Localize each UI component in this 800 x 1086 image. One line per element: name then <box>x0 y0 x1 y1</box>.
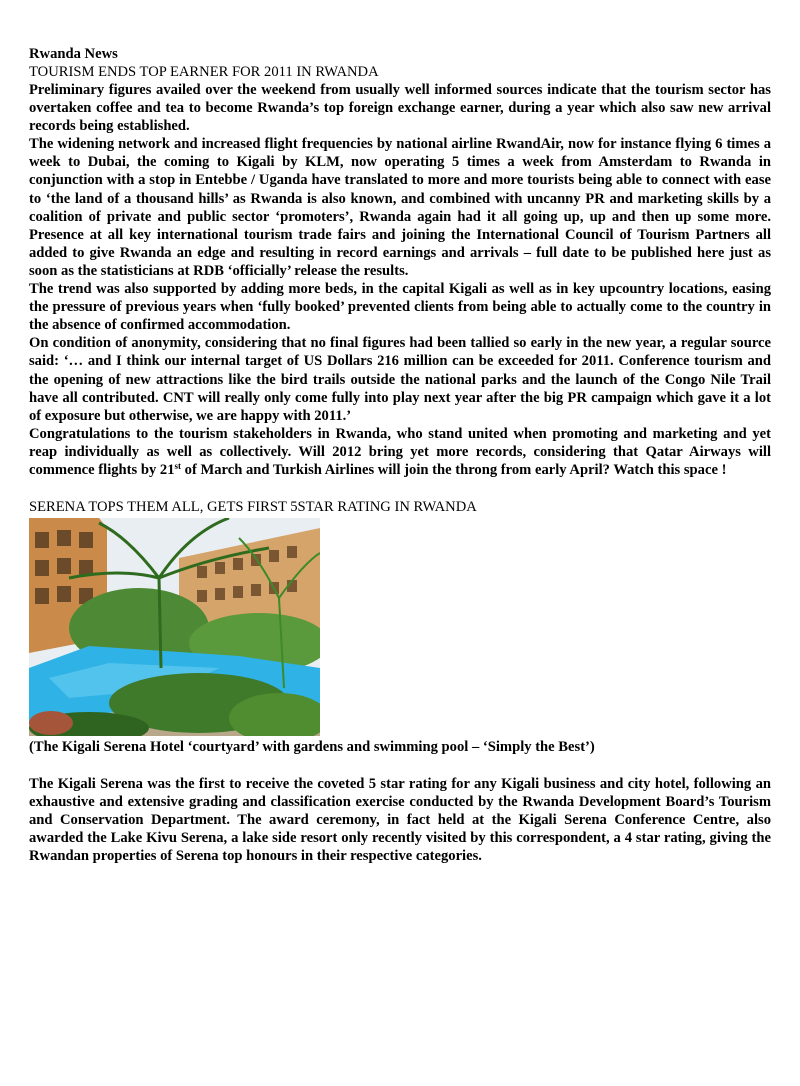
article-paragraph: The widening network and increased flight frequencies by national airline RwandAir, now for instance flying 6 times a week to Dubai, the coming to Kigali by KLM, now operating 5 times a week from Amsterdam to Rwanda in conjunction with a stop in Entebbe / Uganda have translated to more and more tourists being able to connect with ease to ‘the land of a thousand hills’ as Rwanda is also known, and combined with uncanny PR and marketing skills by a coalition of private and public sector ‘promoters’, Rwanda again had it all going up, up and then up some more. Presence at all key international tourism trade fairs and joining the International Council of Tourism Partners all added to give Rwanda an edge and resulting in record earnings and arrivals – full date to be published here just as soon as the statisticians at RDB ‘officially’ release the results. <box>29 136 771 279</box>
section-spacer <box>29 479 771 498</box>
source-label: Rwanda News <box>29 46 118 62</box>
article-paragraph: Preliminary figures availed over the weekend from usually well informed sources indicate that the tourism sector has overtaken coffee and tea to become Rwanda’s top foreign exchange earner, during a year which also saw new arrival records being established. <box>29 82 771 135</box>
closing-text-start: Congratulations to the tourism stakeholders in Rwanda, who stand united when promoting and marketing and yet reap individually as well as collectively. Will 2012 bring yet more records, considering that Qatar Airways will commence flights by 21 <box>29 425 771 478</box>
section-spacer <box>29 756 771 775</box>
article-headline: SERENA TOPS THEM ALL, GETS FIRST 5STAR RATING IN RWANDA <box>29 499 477 516</box>
photo-caption: (The Kigali Serena Hotel ‘courtyard’ with gardens and swimming pool – ‘Simply the Best’) <box>29 739 595 756</box>
article-paragraph: The trend was also supported by adding more beds, in the capital Kigali as well as in key upcountry locations, easing the pressure of previous years when ‘fully booked’ prevented clients from being able to actually come to the country in the absence of confirmed accommodation. <box>29 281 771 334</box>
closing-text-end: of March and Turkish Airlines will join the throng from early April? Watch this space ! <box>181 461 727 478</box>
article-paragraph-closing <box>29 425 771 479</box>
ordinal-superscript: st <box>174 460 182 471</box>
document-page <box>29 45 771 866</box>
article-paragraph: On condition of anonymity, considering that no final figures had been tallied so early in the new year, a regular source said: ‘… and I think our internal target of US Dollars 216 million can be exceeded for 2011. Conference tourism and the opening of new attractions like the bird trails outside the national parks and the launch of the Congo Nile Trail have all contributed. CNT will really only come fully into play next year after the big PR campaign which gave it a lot of exposure but otherwise, we are happy with 2011.’ <box>29 335 771 424</box>
article-paragraph: The Kigali Serena was the first to receive the coveted 5 star rating for any Kigali business and city hotel, following an exhaustive and extensive grading and classification exercise conducted by the Rwanda Development Board’s Tourism and Conservation Department. The award ceremony, in fact held at the Kigali Serena Conference Centre, also awarded the Lake Kivu Serena, a lake side resort only recently visited by this correspondent, a 4 star rating, giving the Rwandan properties of Serena top honours in their respective categories. <box>29 776 771 865</box>
article-headline: TOURISM ENDS TOP EARNER FOR 2011 IN RWANDA <box>29 64 379 80</box>
hotel-courtyard-pool-photo <box>29 518 320 736</box>
